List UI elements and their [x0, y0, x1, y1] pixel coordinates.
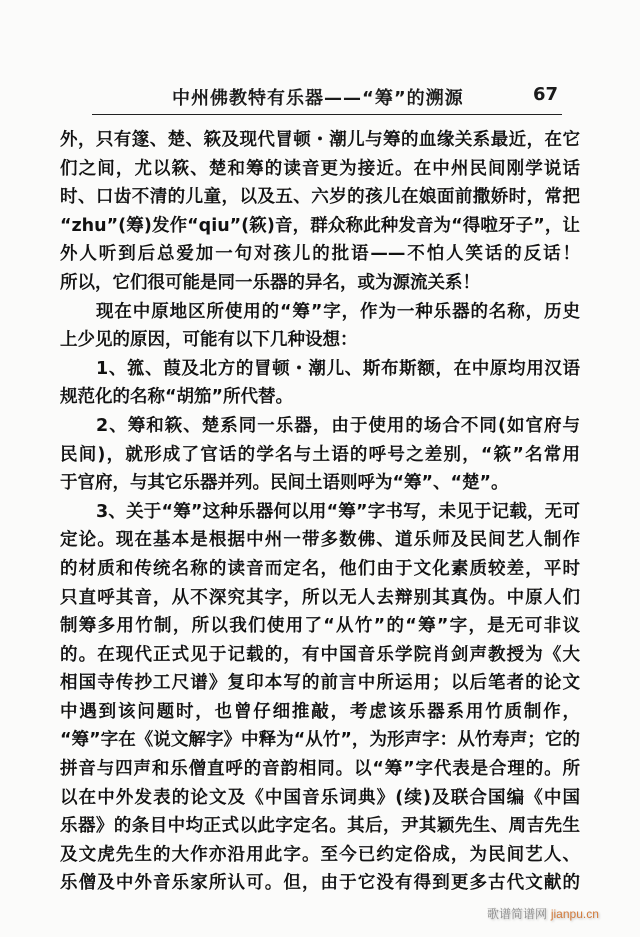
header-rule: [92, 114, 562, 115]
text-line: 时、口齿不清的儿童，以及五、六岁的孩儿在娘面前撒娇时，常把: [60, 187, 580, 208]
text-line: 民间)，就形成了官话的学名与土语的呼号之差别，“篍”名常用: [60, 444, 580, 465]
text-line: 的。在现代正式见于记载的，有中国音乐学院肖剑声教授为《大: [60, 644, 580, 665]
text-line: 以在中外发表的论文及《中国音乐词典》(续)及联合国编《中国: [60, 787, 580, 808]
text-line: 外人听到后总爱加一句对孩儿的批语——不怕人笑话的反话！: [60, 244, 580, 265]
watermark-site-name: 歌谱简谱网: [487, 907, 548, 921]
text-line: 只直呼其音，从不深究其字，所以无人去辩别其真伪。中原人们: [60, 587, 580, 608]
text-line: 上少见的原因，可能有以下几种设想：: [60, 330, 358, 351]
text-line: 现在中原地区所使用的“筹”字，作为一种乐器的名称，历史: [96, 301, 580, 322]
text-line: 拼音与四声和乐僧直呼的音韵相同。以“筹”字代表是合理的。所: [60, 759, 580, 780]
text-line: 中遇到该问题时，也曾仔细推敲，考虑该乐器系用竹质制作，: [60, 701, 580, 722]
text-line: 所以，它们很可能是同一乐器的异名，或为源流关系！: [60, 272, 480, 293]
text-line: 外，只有篴、楚、篍及现代冒顿・潮儿与筹的血缘关系最近，在它: [60, 130, 580, 150]
text-line: “筹”字在《说文解字》中释为“从竹”，为形声字：从竹寿声；它的: [60, 730, 580, 751]
text-line: 相国寺传抄工尺谱》复印本写的前言中所运用；以后笔者的论文: [60, 673, 580, 694]
watermark-domain: jianpu.cn: [550, 907, 599, 921]
text-line: 乐僧及中外音乐家所认可。但，由于它没有得到更多古代文献的: [60, 873, 580, 894]
text-line: “zhu”(筹)发作“qiu”(篍)音，群众称此种发音为“得啦牙子”，让: [60, 215, 580, 236]
body-text: [60, 126, 580, 898]
running-head: [92, 82, 562, 110]
text-line: 的材质和传统名称的读音而定名，他们由于文化素质较差，平时: [60, 558, 580, 579]
text-line: 乐器》的条目中均正式以此字定名。其后，尹其颖先生、周吉先生: [60, 816, 580, 837]
text-line: 1、箛、葭及北方的冒顿・潮儿、斯布斯额，在中原均用汉语: [96, 358, 580, 379]
text-line: 规范化的名称“胡笳”所代替。: [60, 387, 294, 408]
running-title: 中州佛教特有乐器——“筹”的溯源: [172, 88, 464, 109]
text-line: 3、关于“筹”这种乐器何以用“筹”字书写，未见于记载，无可: [96, 501, 580, 522]
watermark: [487, 905, 599, 922]
page-number: 67: [532, 84, 558, 105]
text-line: 于官府，与其它乐器并列。民间土语则呼为“筹”、“楚”。: [60, 473, 509, 494]
text-line: 制筹多用竹制，所以我们使用了“从竹”的“筹”字，是无可非议: [60, 616, 580, 637]
text-line: 们之间，尤以篍、楚和筹的读音更为接近。在中州民间刚学说话: [60, 158, 580, 179]
text-line: 定论。现在基本是根据中州一带多数佛、道乐师及民间艺人制作: [60, 530, 580, 551]
text-line: 2、筹和篍、楚系同一乐器，由于使用的场合不同(如官府与: [96, 415, 580, 436]
text-line: 及文虎先生的大作亦沿用此字。至今已约定俗成，为民间艺人、: [60, 844, 580, 865]
